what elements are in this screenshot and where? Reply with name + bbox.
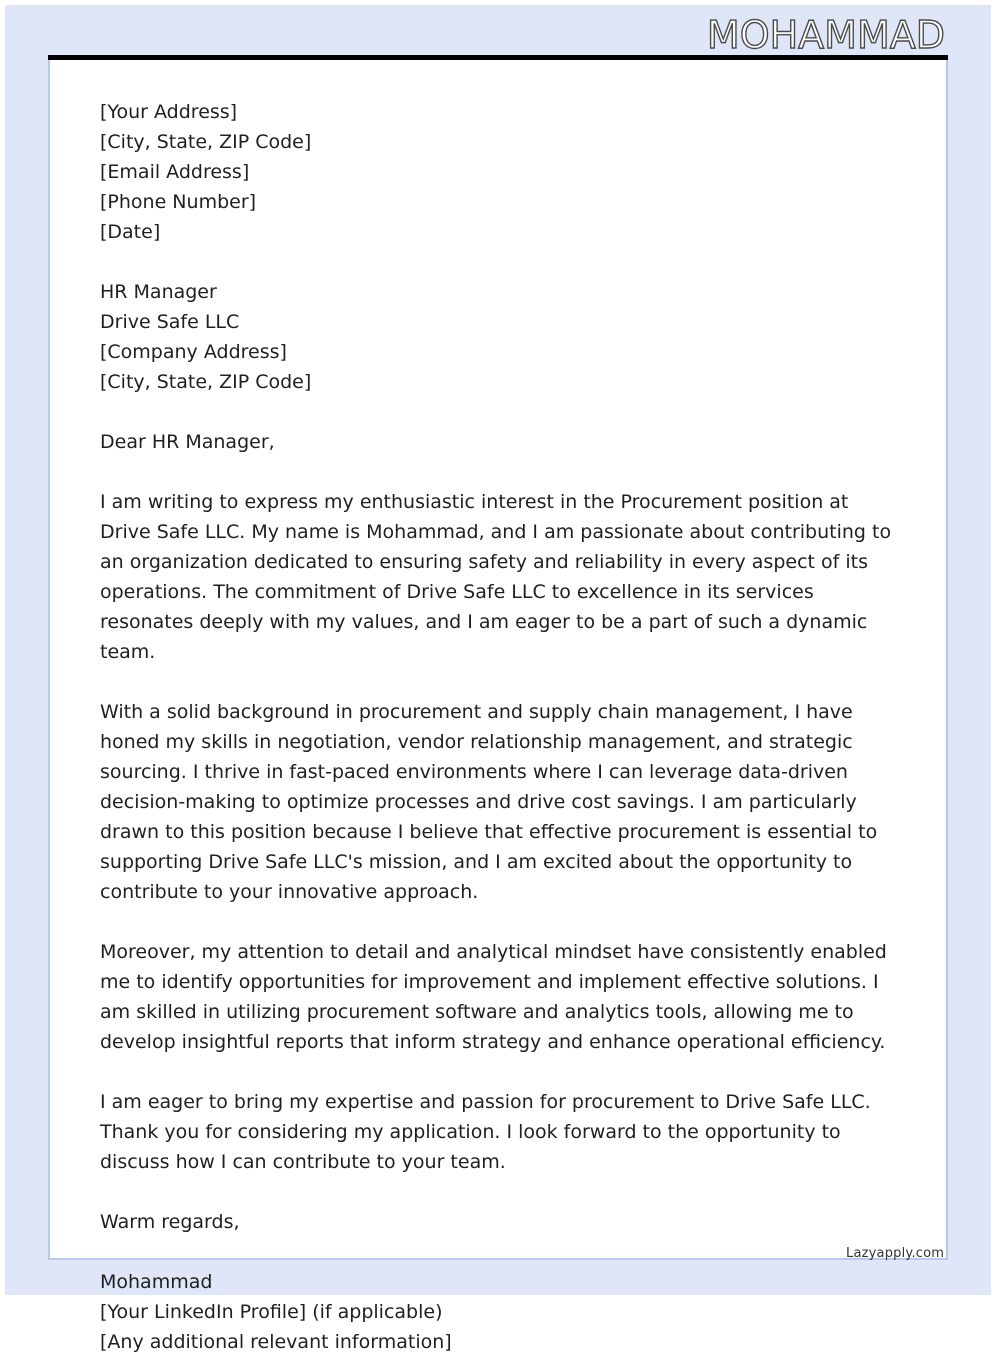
footer-watermark: Lazyapply.com xyxy=(846,1246,945,1261)
recipient-address: [Company Address] xyxy=(100,341,287,363)
sender-city-state-zip: [City, State, ZIP Code] xyxy=(100,131,312,153)
body-paragraph-2: With a solid background in procurement and supply chain management, I have honed my skills in negotiation, vendor relationship management, and strategic sourcing. I thrive in fast-paced environments where I can leverage data-driven decision-making to optimize processes and drive cost savings. I am particularly drawn to this position because I believe that effective procurement is essential to supporting Drive Safe LLC's mission, and I am excited about the opportunity to contribute to your innovative approach. xyxy=(100,701,878,903)
signature-additional: [Any additional relevant information] xyxy=(100,1331,452,1353)
recipient-title: HR Manager xyxy=(100,281,217,303)
cover-letter-body xyxy=(100,97,900,1357)
body-paragraph-3: Moreover, my attention to detail and analytical mindset have consistently enabled me to identify opportunities for improvement and implement effective solutions. I am skilled in utilizing procurement software and analytics tools, allowing me to develop insightful reports that inform strategy and enhance operational efficiency. xyxy=(100,941,887,1053)
body-paragraph-4: I am eager to bring my expertise and passion for procurement to Drive Safe LLC. Thank you for considering my application. I look forward to the opportunity to discuss how I can contribute to your team. xyxy=(100,1091,871,1173)
recipient-block xyxy=(100,277,900,397)
signature-block xyxy=(100,1267,900,1357)
sender-address: [Your Address] xyxy=(100,101,238,123)
sender-block xyxy=(100,97,900,247)
signature-linkedin: [Your LinkedIn Profile] (if applicable) xyxy=(100,1301,443,1323)
recipient-company: Drive Safe LLC xyxy=(100,311,240,333)
closing: Warm regards, xyxy=(100,1211,240,1233)
sender-email: [Email Address] xyxy=(100,161,250,183)
salutation: Dear HR Manager, xyxy=(100,431,275,453)
header-name: MOHAMMAD xyxy=(706,13,945,57)
recipient-city-state-zip: [City, State, ZIP Code] xyxy=(100,371,312,393)
signature-name: Mohammad xyxy=(100,1271,213,1293)
body-paragraph-1: I am writing to express my enthusiastic interest in the Procurement position at Drive Safe LLC. My name is Mohammad, and I am passionate about contributing to an organization dedicated to ensuring safety and reliability in every aspect of its operations. The commitment of Drive Safe LLC to excellence in its services resonates deeply with my values, and I am eager to be a part of such a dynamic team. xyxy=(100,491,892,663)
letter-date: [Date] xyxy=(100,221,161,243)
sender-phone: [Phone Number] xyxy=(100,191,257,213)
